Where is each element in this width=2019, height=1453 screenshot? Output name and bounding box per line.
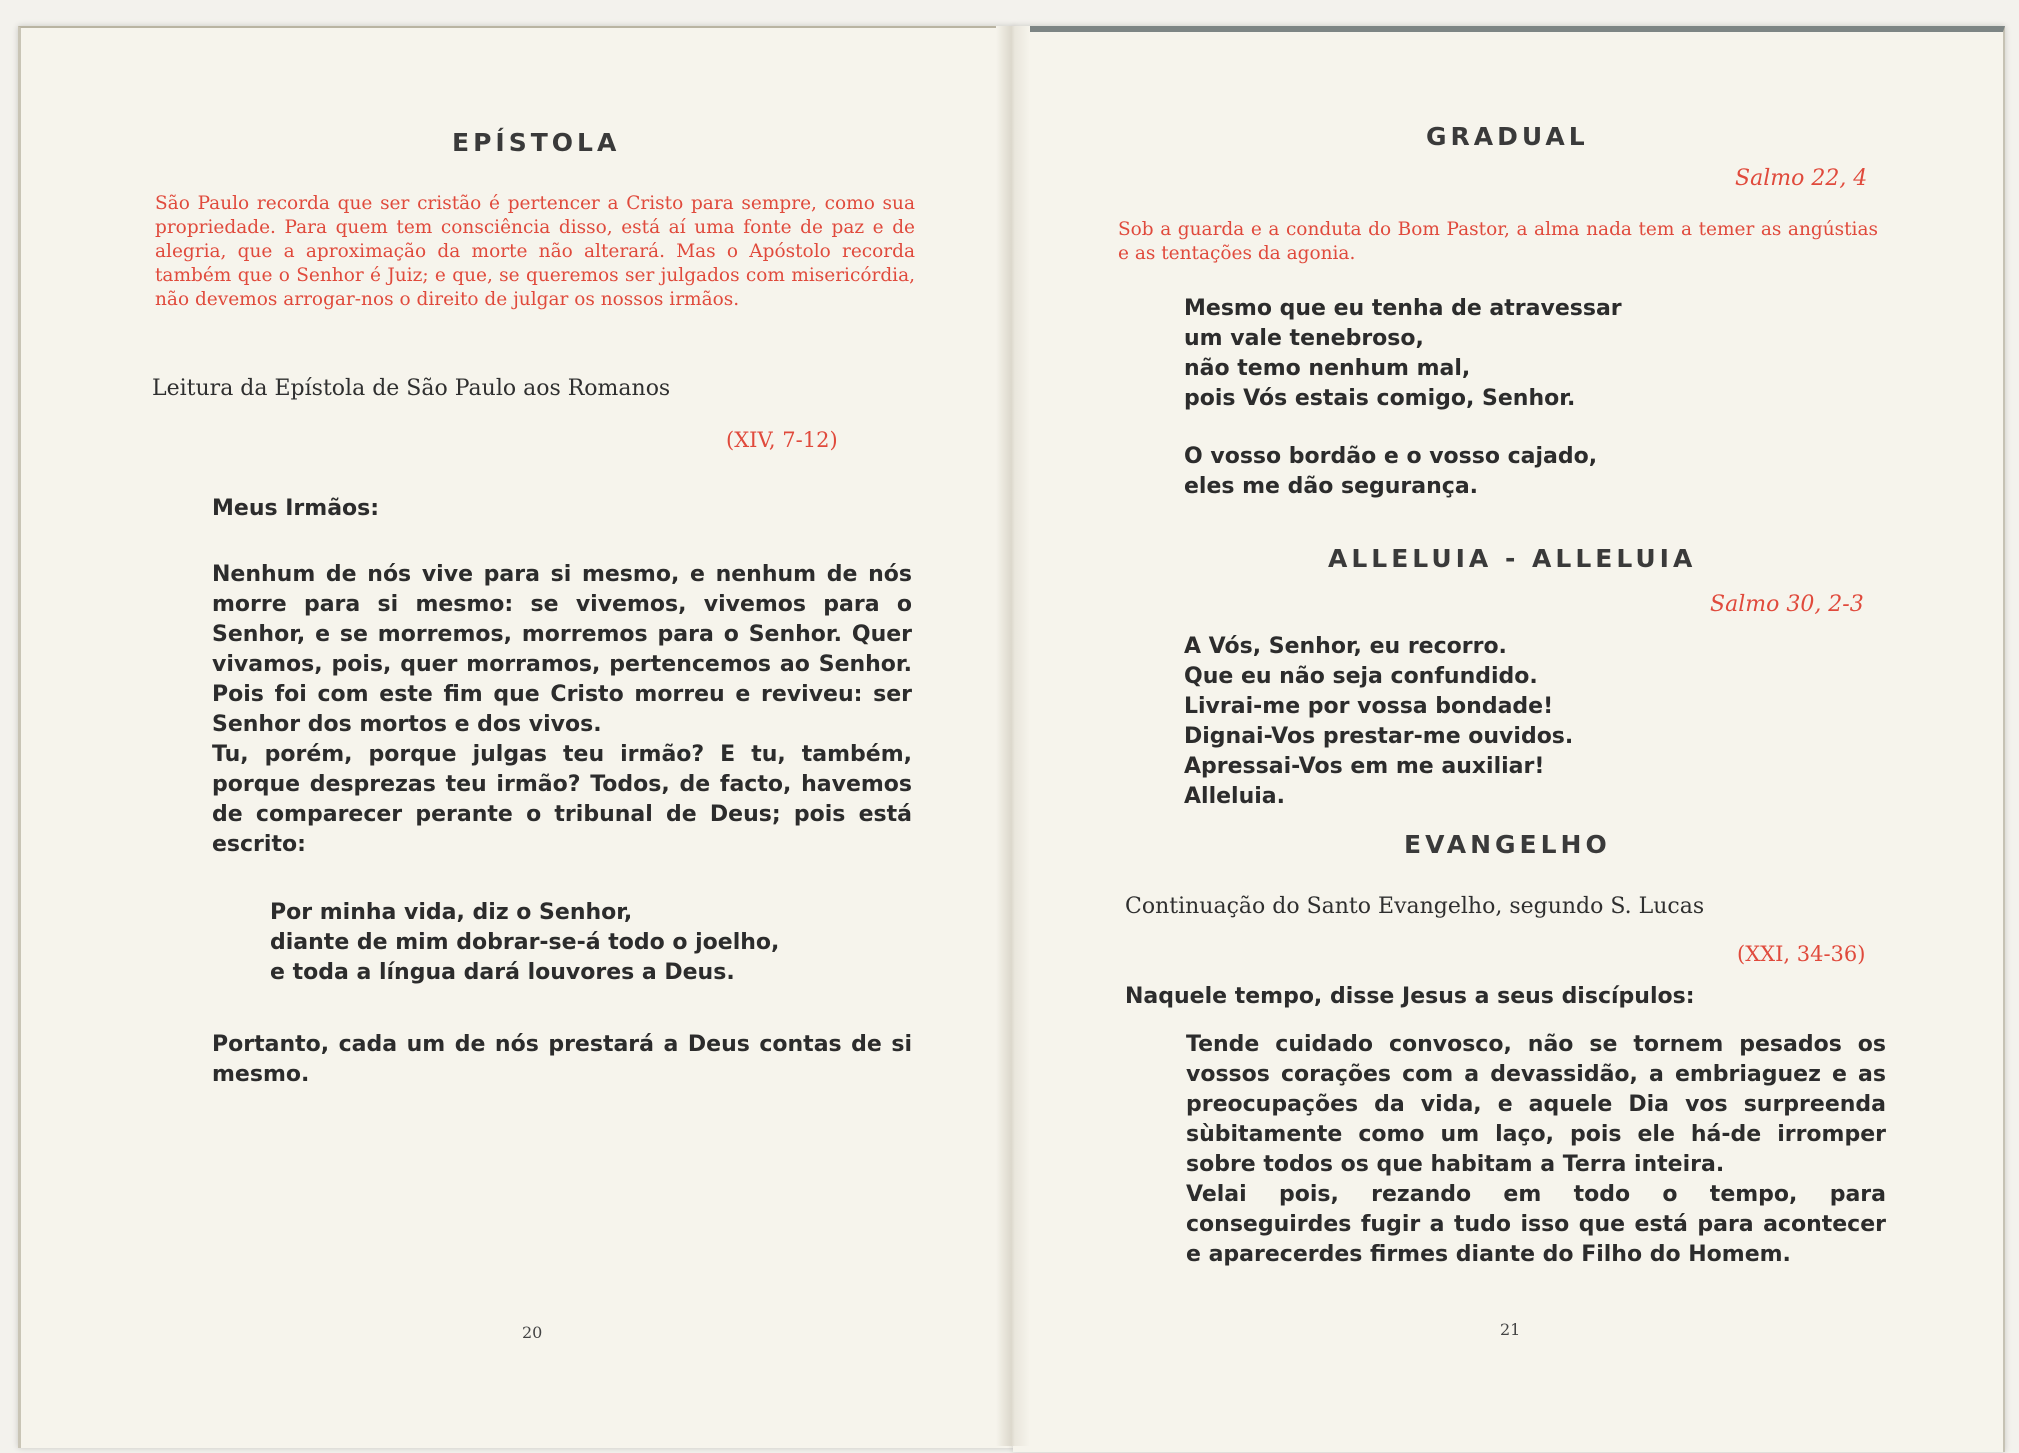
verse-line: pois Vós estais comigo, Senhor.	[1184, 386, 1576, 411]
gospel-intro: Naquele tempo, disse Jesus a seus discípulos:	[1125, 984, 1695, 1009]
verse-line: eles me dão segurança.	[1184, 474, 1479, 499]
verse-line: Que eu não seja confundido.	[1184, 664, 1538, 689]
page-number-left: 20	[522, 1323, 543, 1342]
epistola-paragraph-1: Nenhum de nós vive para si mesmo, e nenhum de nós morre para si mesmo: se vivemos, vivemos para o Senhor, e se morremos, morremos para o Senhor. Quer vivamos, pois, quer morramos, pertencemos ao Senhor. Pois foi com este fim que Cristo morreu e reviveu: ser Senhor dos mortos e dos vivos.	[212, 562, 912, 737]
evangelho-heading: EVANGELHO	[1404, 830, 1611, 859]
book-gutter	[996, 26, 1030, 1446]
gradual-verses-2	[1184, 442, 1597, 502]
verse-line: A Vós, Senhor, eu recorro.	[1184, 634, 1507, 659]
verse-line: Apressai-Vos em me auxiliar!	[1184, 754, 1545, 779]
alleluia-heading: ALLELUIA - ALLELUIA	[1328, 544, 1697, 573]
alleluia-reference: Salmo 30, 2-3	[1710, 592, 1864, 617]
gospel-reference: (XXI, 34-36)	[1737, 942, 1866, 966]
greeting: Meus Irmãos:	[212, 496, 380, 521]
verse-line: Mesmo que eu tenha de atravessar	[1184, 296, 1622, 321]
gospel-paragraph-1: Tende cuidado convosco, não se tornem pesados os vossos corações com a devassidão, a embriaguez e as preocupações da vida, e aquele Dia vos surpreenda sùbitamente como um laço, pois ele há-de irromper sobre todos os que habitam a Terra inteira.	[1186, 1032, 1886, 1177]
epistola-conclusion: Portanto, cada um de nós prestará a Deus contas de si mesmo.	[212, 1032, 912, 1087]
gradual-heading: GRADUAL	[1426, 122, 1589, 151]
gradual-intro: Sob a guarda e a conduta do Bom Pastor, a alma nada tem a temer as angústias e as tentações da agonia.	[1118, 219, 1878, 264]
gradual-reference: Salmo 22, 4	[1735, 166, 1868, 191]
verse-line: Livrai-me por vossa bondade!	[1184, 694, 1554, 719]
page-number-right: 21	[1500, 1320, 1521, 1339]
epistola-paragraph-2: Tu, porém, porque julgas teu irmão? E tu, também, porque desprezas teu irmão? Todos, de facto, havemos de comparecer perante o tribunal de Deus; pois está escrito:	[212, 742, 912, 857]
verse-line: Dignai-Vos prestar-me ouvidos.	[1184, 724, 1574, 749]
quote-line: e toda a língua dará louvores a Deus.	[270, 960, 735, 985]
quote-line: Por minha vida, diz o Senhor,	[270, 900, 633, 925]
epistola-reference: (XIV, 7-12)	[726, 428, 838, 452]
alleluia-verses	[1184, 632, 1573, 812]
verse-line: um vale tenebroso,	[1184, 326, 1424, 351]
verse-line: Alleluia.	[1184, 784, 1285, 809]
verse-line: não temo nenhum mal,	[1184, 356, 1471, 381]
quote-line: diante de mim dobrar-se-á todo o joelho,	[270, 930, 780, 955]
epistola-heading: EPÍSTOLA	[452, 128, 621, 157]
epistola-intro: São Paulo recorda que ser cristão é pertencer a Cristo para sempre, como sua propriedade. Para quem tem consciência disso, está aí uma fonte de paz e de alegria, que a aproximação da morte não alterará. Mas o Apóstolo recorda também que o Senhor é Juiz; e que, se queremos ser julgados com misericórdia, não devemos arrogar-nos o direito de julgar os nossos irmãos.	[155, 193, 915, 310]
gradual-verses-1	[1184, 294, 1622, 414]
reading-title: Leitura da Epístola de São Paulo aos Romanos	[152, 376, 671, 401]
gospel-paragraph-2: Velai pois, rezando em todo o tempo, para conseguirdes fugir a tudo isso que está para acontecer e aparecerdes firmes diante do Filho do Homem.	[1186, 1182, 1886, 1267]
gospel-title: Continuação do Santo Evangelho, segundo S. Lucas	[1125, 894, 1705, 919]
scripture-quote	[270, 898, 779, 988]
verse-line: O vosso bordão e o vosso cajado,	[1184, 444, 1598, 469]
